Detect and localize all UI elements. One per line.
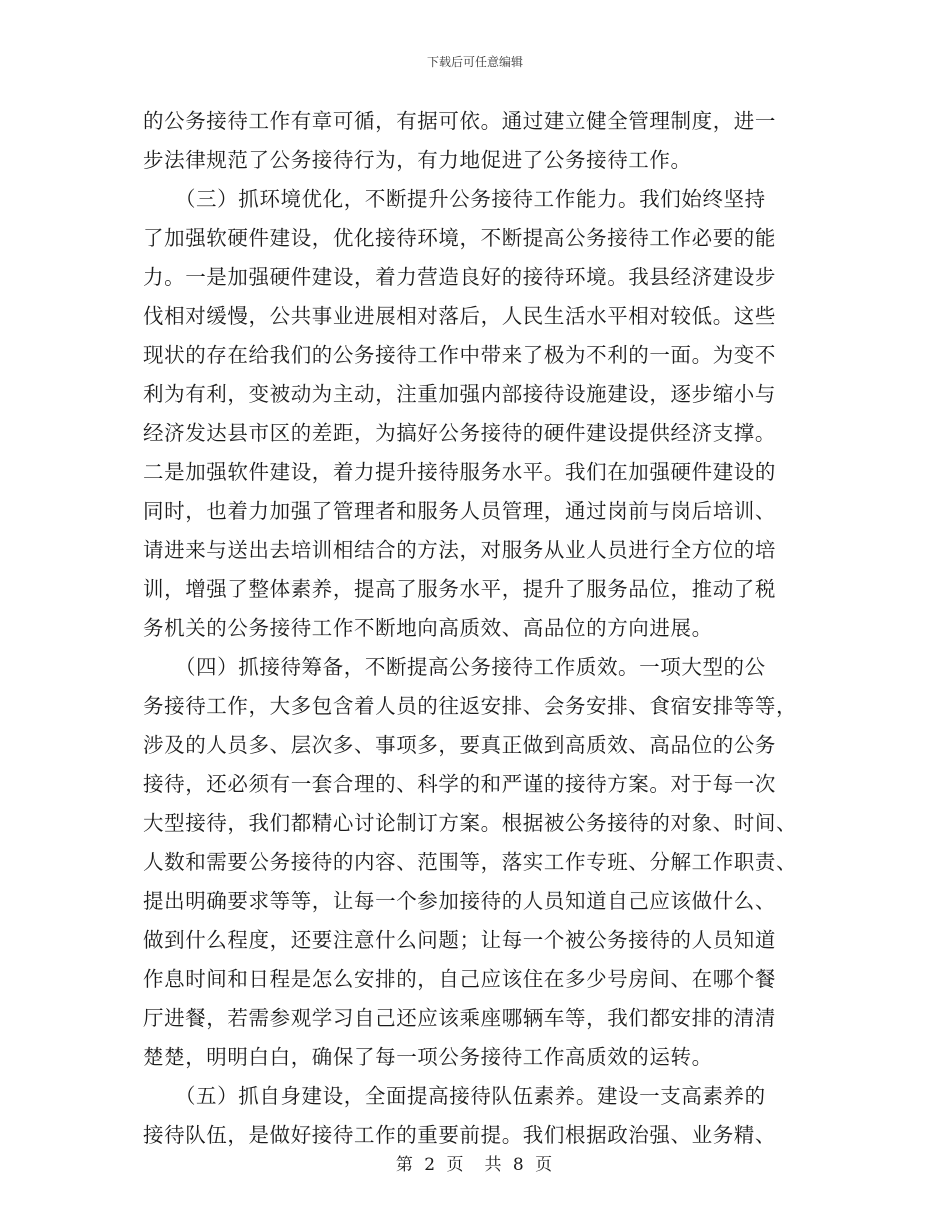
footer-prefix: 第 bbox=[395, 1155, 415, 1175]
footer-page-number: 2 bbox=[424, 1155, 438, 1175]
text-line: 大型接待，我们都精心讨论制订方案。根据被公务接待的对象、时间、 bbox=[143, 811, 798, 835]
page-header-note: 下载后可任意编辑 bbox=[426, 55, 523, 69]
page-footer bbox=[0, 1150, 950, 1175]
text-line: （五）抓自身建设，全面提高接待队伍素养。建设一支高素养的 bbox=[143, 1084, 766, 1108]
text-line: 经济发达县市区的差距，为搞好公务接待的硬件建设提供经济支撑。 bbox=[143, 421, 776, 445]
text-line: 接待，还必须有一套合理的、科学的和严谨的接待方案。对于每一次 bbox=[143, 772, 776, 796]
text-line: （三）抓环境优化，不断提升公务接待工作能力。我们始终坚持 bbox=[143, 187, 766, 211]
text-line: 务接待工作，大多包含着人员的往返安排、会务安排、食宿安排等等， bbox=[143, 694, 798, 718]
text-line: 接待队伍，是做好接待工作的重要前提。我们根据政治强、业务精、 bbox=[143, 1123, 776, 1147]
text-line: 提出明确要求等等，让每一个参加接待的人员知道自己应该做什么、 bbox=[143, 889, 776, 913]
footer-suffix: 页 bbox=[535, 1155, 555, 1175]
text-line: 厅进餐，若需参观学习自己还应该乘座哪辆车等，我们都安排的清清 bbox=[143, 1006, 776, 1030]
text-line: 楚楚，明明白白，确保了每一项公务接待工作高质效的运转。 bbox=[143, 1045, 713, 1069]
text-line: 现状的存在给我们的公务接待工作中带来了极为不利的一面。为变不 bbox=[143, 343, 776, 367]
text-line: 训，增强了整体素养，提高了服务水平，提升了服务品位，推动了税 bbox=[143, 577, 776, 601]
text-line: 请进来与送出去培训相结合的方法，对服务从业人员进行全方位的培 bbox=[143, 538, 776, 562]
text-line: 了加强软硬件建设，优化接待环境，不断提高公务接待工作必要的能 bbox=[143, 226, 776, 250]
text-line: （四）抓接待筹备，不断提高公务接待工作质效。一项大型的公 bbox=[143, 655, 766, 679]
text-line: 同时，也着力加强了管理者和服务人员管理，通过岗前与岗后培训、 bbox=[143, 499, 776, 523]
document-body bbox=[143, 102, 809, 1155]
text-line: 伐相对缓慢，公共事业进展相对落后，人民生活水平相对较低。这些 bbox=[143, 304, 776, 328]
text-line: 涉及的人员多、层次多、事项多，要真正做到高质效、高品位的公务 bbox=[143, 733, 776, 757]
text-line: 做到什么程度，还要注意什么问题；让每一个被公务接待的人员知道 bbox=[143, 928, 776, 952]
text-line: 务机关的公务接待工作不断地向高质效、高品位的方向进展。 bbox=[143, 616, 713, 640]
text-line: 利为有利，变被动为主动，注重加强内部接待设施建设，逐步缩小与 bbox=[143, 382, 776, 406]
text-line: 二是加强软件建设，着力提升接待服务水平。我们在加强硬件建设的 bbox=[143, 460, 776, 484]
text-line: 步法律规范了公务接待行为，有力地促进了公务接待工作。 bbox=[143, 148, 692, 172]
text-line: 人数和需要公务接待的内容、范围等，落实工作专班、分解工作职责、 bbox=[143, 850, 798, 874]
footer-total-pages: 8 bbox=[512, 1155, 526, 1175]
text-line: 的公务接待工作有章可循，有据可依。通过建立健全管理制度，进一 bbox=[143, 109, 776, 133]
text-line: 力。一是加强硬件建设，着力营造良好的接待环境。我县经济建设步 bbox=[143, 265, 776, 289]
text-line: 作息时间和日程是怎么安排的，自己应该住在多少号房间、在哪个餐 bbox=[143, 967, 776, 991]
footer-middle: 页 共 bbox=[446, 1155, 504, 1175]
